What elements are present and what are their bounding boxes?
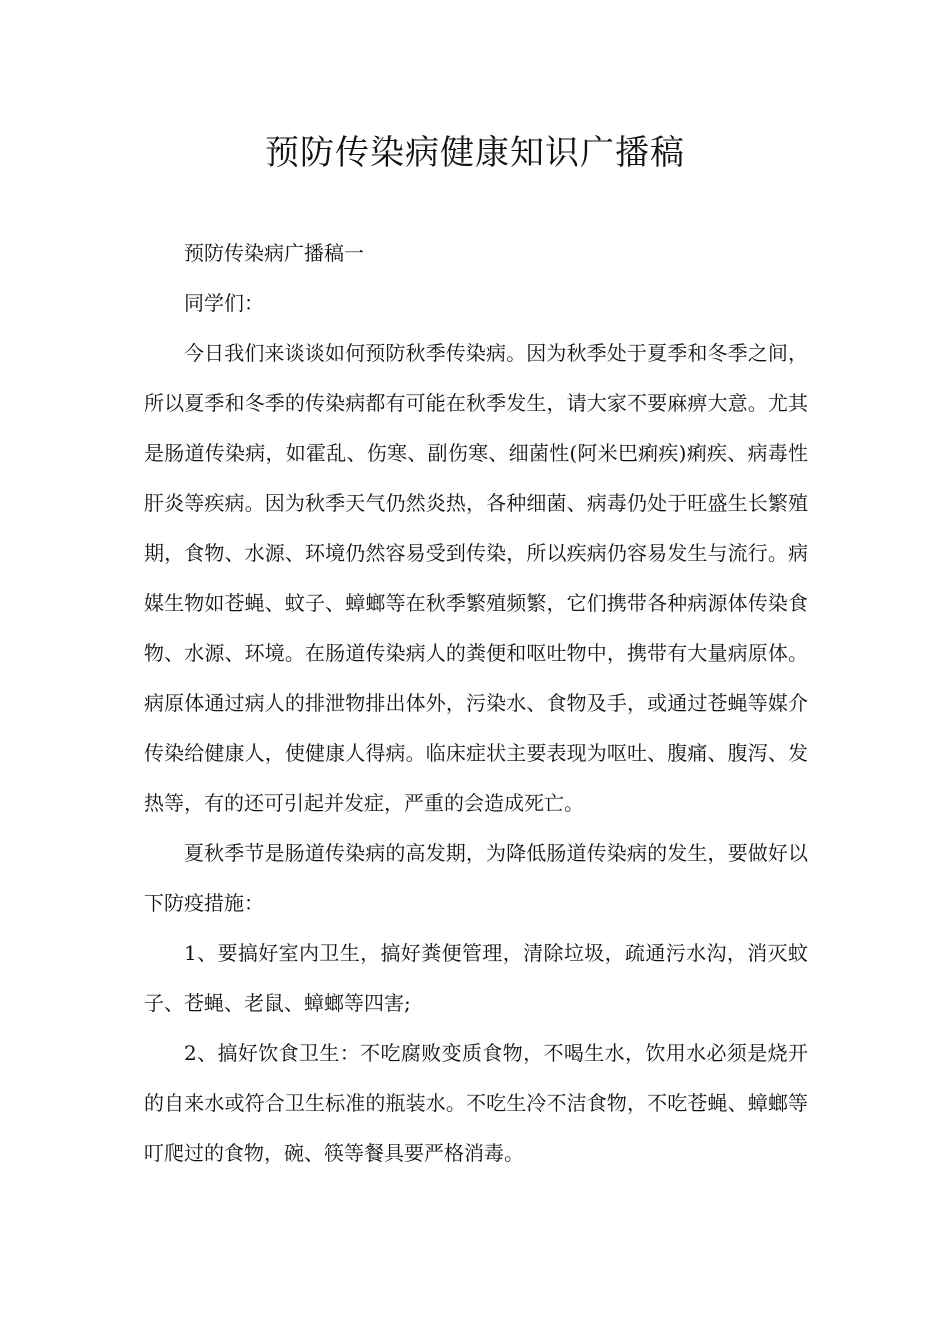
- document-title: 预防传染病健康知识广播稿: [265, 133, 685, 173]
- document-body: [144, 228, 808, 1178]
- paragraph-intro: 今日我们来谈谈如何预防秋季传染病。因为秋季处于夏季和冬季之间，所以夏季和冬季的传染病都有可能在秋季发生，请大家不要麻痹大意。尤其是肠道传染病，如霍乱、伤寒、副伤寒、细菌性(阿米巴痢疾)痢疾、病毒性肝炎等疾病。因为秋季天气仍然炎热，各种细菌、病毒仍处于旺盛生长繁殖期，食物、水源、环境仍然容易受到传染，所以疾病仍容易发生与流行。病媒生物如苍蝇、蚊子、蟑螂等在秋季繁殖频繁，它们携带各种病源体传染食物、水源、环境。在肠道传染病人的粪便和呕吐物中，携带有大量病原体。病原体通过病人的排泄物排出体外，污染水、食物及手，或通过苍蝇等媒介传染给健康人，使健康人得病。临床症状主要表现为呕吐、腹痛、腹泻、发热等，有的还可引起并发症，严重的会造成死亡。: [144, 341, 808, 815]
- section-heading: 预防传染病广播稿一: [184, 241, 364, 265]
- paragraph-measure-2: 2、搞好饮食卫生：不吃腐败变质食物，不喝生水，饮用水必须是烧开的自来水或符合卫生标准的瓶装水。不吃生冷不洁食物，不吃苍蝇、蟑螂等叮爬过的食物，碗、筷等餐具要严格消毒。: [144, 1041, 808, 1165]
- salutation: 同学们：: [184, 291, 264, 315]
- paragraph-measures-intro: 夏秋季节是肠道传染病的高发期，为降低肠道传染病的发生，要做好以下防疫措施：: [144, 841, 808, 915]
- paragraph-measure-1: 1、要搞好室内卫生，搞好粪便管理，清除垃圾，疏通污水沟，消灭蚊子、苍蝇、老鼠、蟑螂等四害;: [144, 941, 808, 1015]
